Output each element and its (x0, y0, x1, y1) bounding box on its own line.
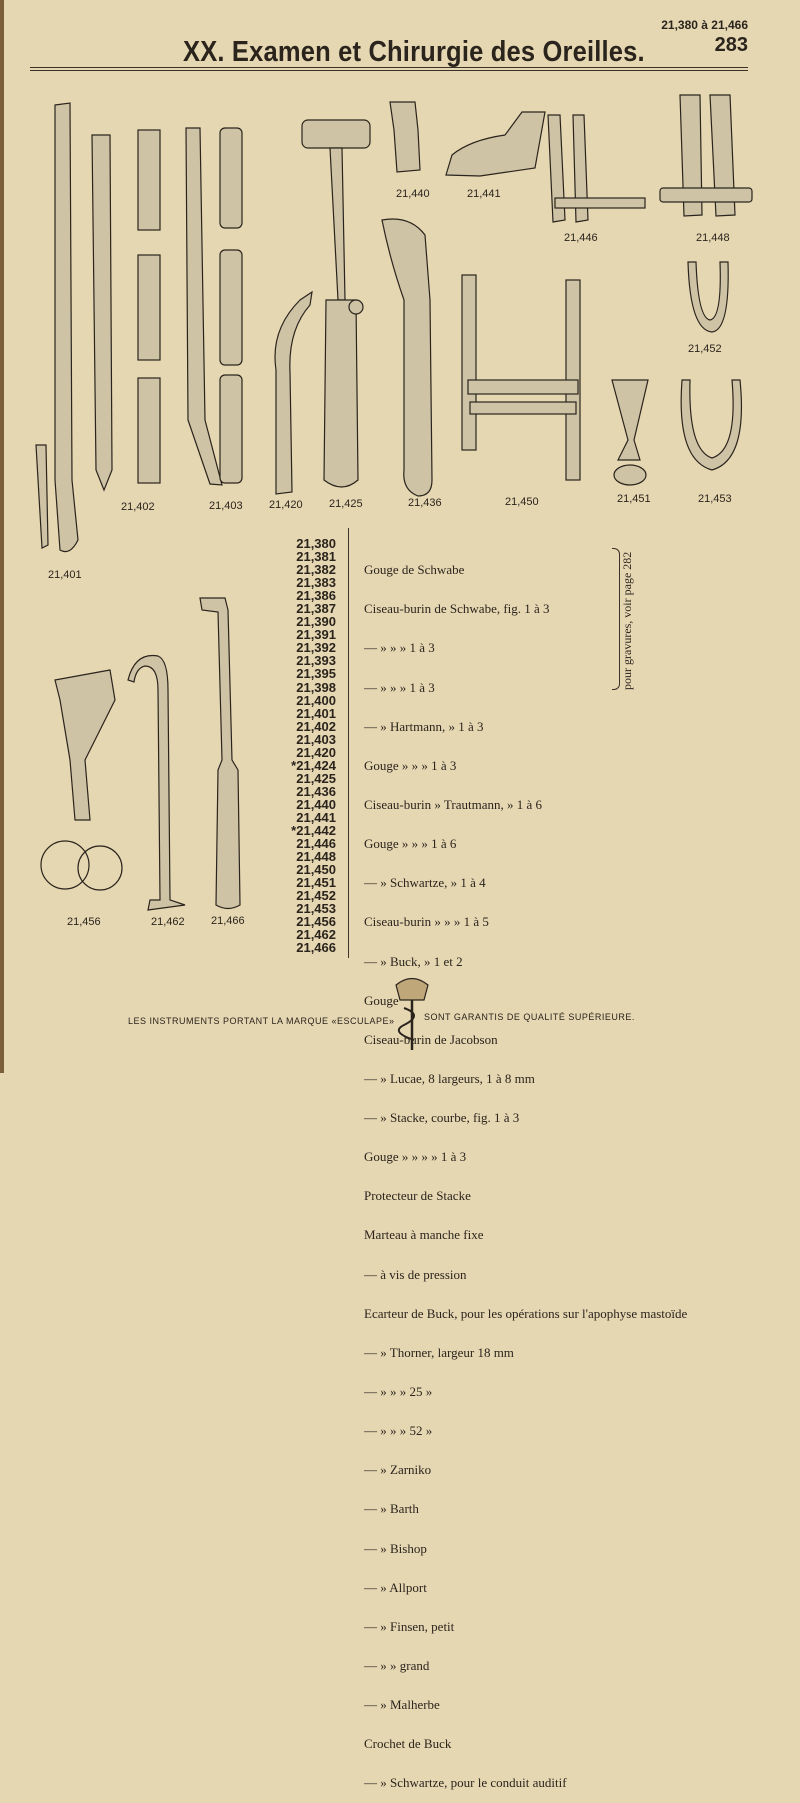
catalog-code: 21,403 (296, 731, 336, 747)
catalog-line: — » Lucae, 8 largeurs, 1 à 8 mm (364, 1070, 535, 1086)
catalog-line: — » » » 1 à 3 (364, 679, 435, 695)
catalog-line: — » Schwartze, pour le conduit auditif (364, 1775, 567, 1791)
mallet-21425-head-illustration (302, 120, 370, 148)
speculum-21452-illustration (688, 262, 728, 332)
figure-label: 21,440 (396, 188, 430, 200)
catalog-code: 21,387 (296, 601, 336, 617)
catalog-code: 21,392 (296, 640, 336, 656)
catalog-code: 21,400 (296, 692, 336, 708)
catalog-line: Ciseau-burin de Jacobson (364, 1031, 498, 1047)
catalog-line: Gouge » » » » 1 à 3 (364, 1149, 467, 1165)
figure-label: 21,401 (48, 569, 82, 581)
catalog-line: Ecarteur de Buck, pour les opérations sur l'apophyse mastoïde (364, 1305, 688, 1321)
figure-label: 21,462 (151, 916, 185, 928)
catalog-line: Gouge de Schwabe (364, 562, 465, 578)
footer-right-text: SONT GARANTIS DE QUALITÉ SUPÉRIEURE. (424, 1012, 635, 1022)
retractor-21446-bar-illustration (555, 198, 645, 208)
page-range: 21,380 à 21,466 (661, 18, 748, 32)
catalog-line: — » Schwartze, » 1 à 4 (364, 875, 486, 891)
catalog-line: — » Hartmann, » 1 à 3 (364, 718, 484, 734)
mallet-21425-screw-illustration (349, 300, 363, 314)
catalog-line: Gouge » » » 1 à 6 (364, 836, 457, 852)
page-number: 283 (714, 34, 748, 56)
catalog-code: 21,383 (296, 575, 336, 591)
catalog-code: *21,442 (291, 823, 336, 839)
gouge-21401-tip-illustration (36, 445, 48, 548)
catalog-line: Ciseau-burin » » » 1 à 5 (364, 914, 489, 930)
figure-label: 21,446 (564, 232, 598, 244)
gouge-21403-blade-1-illustration (220, 128, 242, 228)
catalog-code: 21,393 (296, 653, 336, 669)
catalog-line: — » Stacke, courbe, fig. 1 à 3 (364, 1110, 520, 1126)
catalog-code: 21,420 (296, 744, 336, 760)
catalog-code: 21,462 (296, 927, 336, 943)
catalog-line: — » » » 52 » (364, 1423, 433, 1439)
catalog-code: 21,453 (296, 901, 336, 917)
catalog-code: 21,440 (296, 796, 336, 812)
catalog-code: 21,451 (296, 875, 336, 891)
retractor-21451-illustration (612, 380, 648, 460)
catalog-line: — » Bishop (364, 1540, 427, 1556)
catalog-line: — à vis de pression (364, 1266, 467, 1282)
catalog-line: Ciseau-burin » Trautmann, » 1 à 6 (364, 796, 543, 812)
catalog-code: 21,448 (296, 849, 336, 865)
catalog-code: 21,398 (296, 679, 336, 695)
retractor-21450-left-arm-illustration (462, 275, 476, 450)
retractor-21440-illustration (390, 102, 420, 172)
catalog-code: 21,446 (296, 836, 336, 852)
catalog-code: 21,401 (296, 705, 336, 721)
catalog-code: 21,382 (296, 562, 336, 578)
figure-label: 21,420 (269, 499, 303, 511)
catalog-code: 21,425 (296, 770, 336, 786)
catalog-code: 21,395 (296, 666, 336, 682)
catalog-descriptions (364, 537, 687, 1803)
figure-label: 21,448 (696, 232, 730, 244)
chisel-21402-blade-1-illustration (138, 130, 160, 230)
catalog-line: Protecteur de Stacke (364, 1188, 471, 1204)
catalog-line: — » Buck, » 1 et 2 (364, 953, 463, 969)
catalog-code: 21,390 (296, 614, 336, 630)
hook-21466-illustration (200, 598, 240, 909)
catalog-line: — » Thorner, largeur 18 mm (364, 1344, 514, 1360)
catalog-line: — » » grand (364, 1658, 430, 1674)
catalog-code: 21,402 (296, 718, 336, 734)
figure-label: 21,403 (209, 500, 243, 512)
retractor-21436-illustration (382, 219, 432, 496)
forceps-21456-illustration (55, 670, 115, 820)
catalog-code: *21,424 (291, 757, 336, 773)
catalog-code: 21,466 (296, 940, 336, 956)
mallet-21425-handle-illustration (324, 300, 358, 487)
footer-left-text: LES INSTRUMENTS PORTANT LA MARQUE «ESCULAPE» (128, 1016, 395, 1026)
catalog-code: 21,452 (296, 888, 336, 904)
figure-label: 21,451 (617, 493, 651, 505)
hook-21462-illustration (128, 656, 185, 911)
catalog-line: — » Malherbe (364, 1697, 440, 1713)
catalog-code: 21,386 (296, 588, 336, 604)
figure-label: 21,466 (211, 915, 245, 927)
catalog-line: — » Finsen, petit (364, 1618, 455, 1634)
retractor-21441-illustration (446, 112, 545, 176)
page-title: XX. Examen et Chirurgie des Oreilles. (183, 36, 645, 68)
catalog-line: Crochet de Buck (364, 1736, 452, 1752)
figure-label: 21,453 (698, 493, 732, 505)
engraving-reference-note: pour gravures, voir page 282 (620, 551, 634, 690)
catalog-line: Marteau à manche fixe (364, 1227, 484, 1243)
catalog-line: Ciseau-burin de Schwabe, fig. 1 à 3 (364, 601, 550, 617)
gouge-21401-illustration (55, 103, 78, 552)
chisel-21402-blade-3-illustration (138, 378, 160, 483)
protector-21420-illustration (275, 292, 312, 494)
mallet-21425-shaft-illustration (330, 148, 345, 300)
catalog-line: — » Allport (364, 1579, 427, 1595)
catalog-code: 21,381 (296, 549, 336, 565)
catalog-code: 21,436 (296, 783, 336, 799)
gouge-21403-blade-3-illustration (220, 375, 242, 483)
reference-brace (612, 548, 620, 690)
figure-label: 21,436 (408, 497, 442, 509)
catalog-code: 21,456 (296, 914, 336, 930)
catalog-code: 21,391 (296, 627, 336, 643)
speculum-21453-illustration (681, 380, 741, 470)
catalog-line: Gouge (364, 992, 399, 1008)
gouge-21403-illustration (186, 128, 222, 485)
figure-label: 21,452 (688, 343, 722, 355)
catalog-line: — » Zarniko (364, 1462, 432, 1478)
catalog-codes (290, 537, 336, 955)
column-divider (348, 528, 349, 958)
catalog-code: 21,380 (296, 536, 336, 551)
gouge-21403-blade-2-illustration (220, 250, 242, 365)
figure-label: 21,441 (467, 188, 501, 200)
chisel-21402-illustration (92, 135, 112, 490)
figure-label: 21,425 (329, 498, 363, 510)
catalog-line: Gouge » » » 1 à 3 (364, 757, 457, 773)
retractor-21450-bar-illustration (468, 380, 578, 394)
figure-label: 21,402 (121, 501, 155, 513)
chisel-21402-blade-2-illustration (138, 255, 160, 360)
catalog-line: — » Barth (364, 1501, 419, 1517)
catalog-code: 21,441 (296, 809, 336, 825)
catalog-line: — » » » 25 » (364, 1384, 433, 1400)
figure-label: 21,450 (505, 496, 539, 508)
figure-label: 21,456 (67, 916, 101, 928)
catalog-code: 21,450 (296, 862, 336, 878)
catalog-line: — » » » 1 à 3 (364, 640, 435, 656)
